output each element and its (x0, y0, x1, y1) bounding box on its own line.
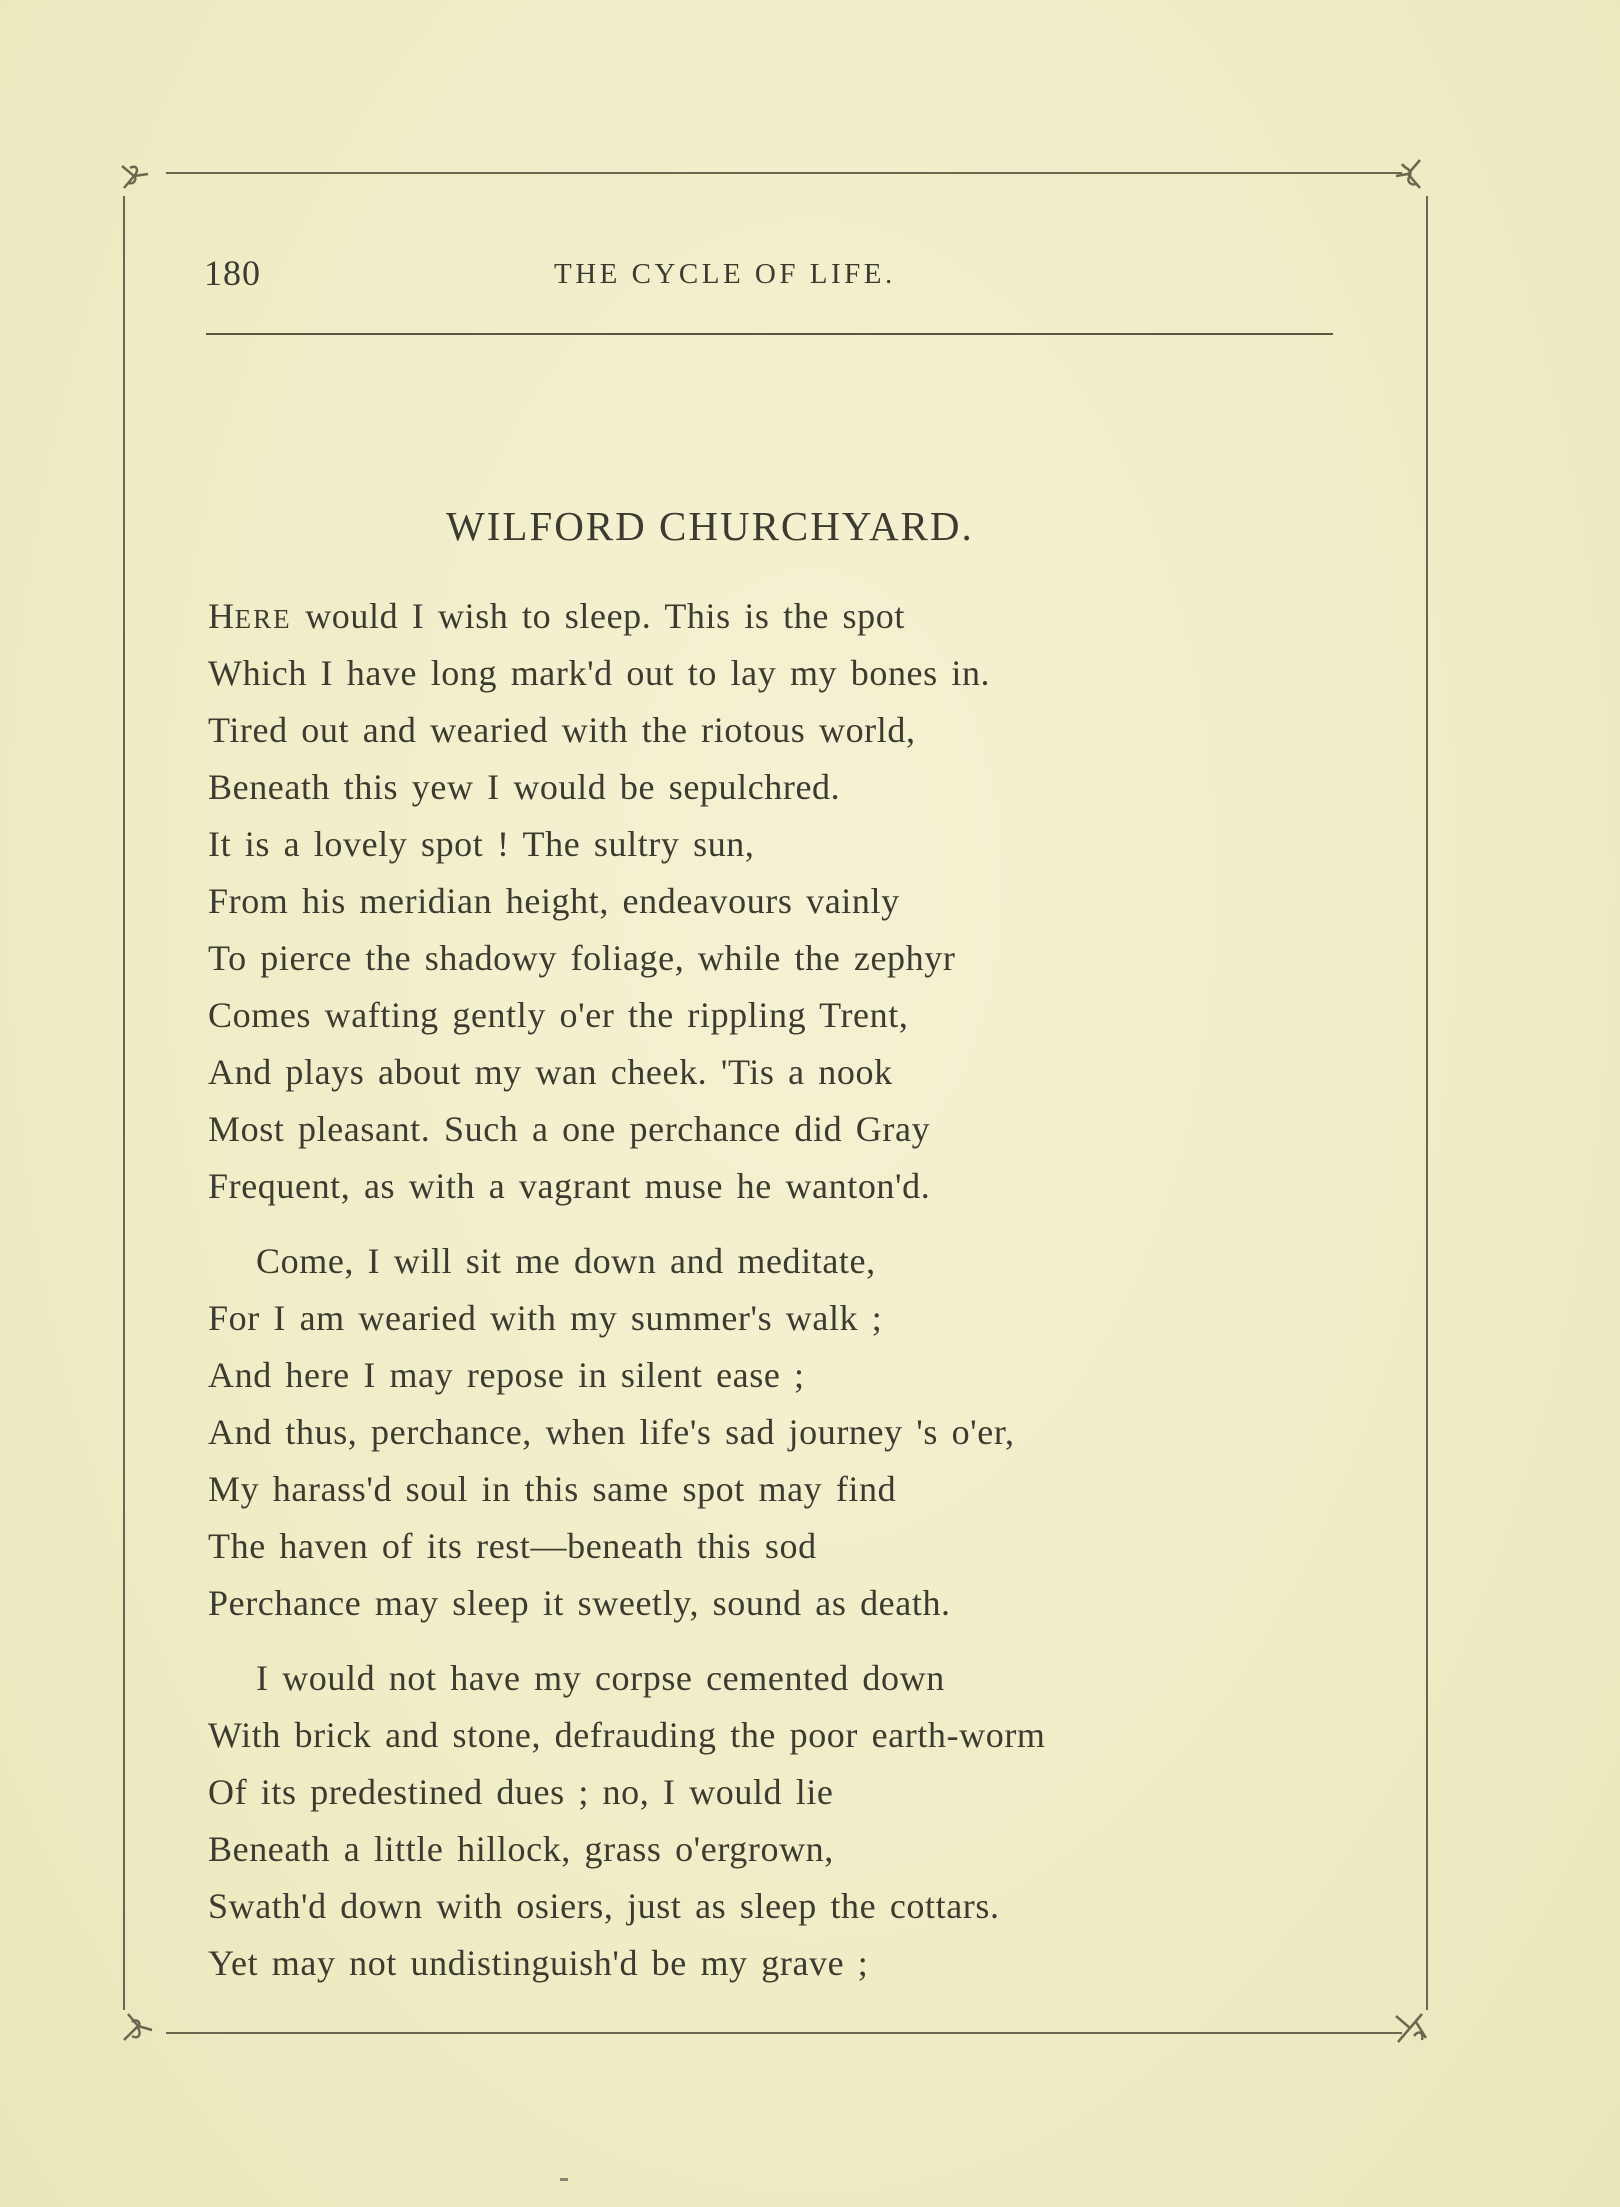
poem-line: It is a lovely spot ! The sultry sun, (208, 824, 755, 864)
drop-word-initial: H (208, 596, 235, 636)
poem-line: My harass'd soul in this same spot may find (208, 1469, 897, 1509)
frame-left-rule (123, 196, 125, 2010)
poem-title: WILFORD CHURCHYARD. (446, 503, 974, 549)
poem-line: Beneath a little hillock, grass o'ergrown, (208, 1829, 834, 1869)
corner-ornament-icon (118, 158, 164, 196)
poem-line-text: would I wish to sleep. This is the spot (291, 596, 905, 636)
poem-line: Swath'd down with osiers, just as sleep the cottars. (208, 1886, 1000, 1926)
header-rule (206, 333, 1333, 335)
poem-line: And here I may repose in silent ease ; (208, 1355, 805, 1395)
stanza-break (208, 1632, 1388, 1650)
frame-right-rule (1426, 196, 1428, 2010)
poem-line: And plays about my wan cheek. 'Tis a nook (208, 1052, 893, 1092)
page-number: 180 (204, 253, 261, 293)
poem-line: I would not have my corpse cemented down (256, 1658, 945, 1698)
poem-line: With brick and stone, defrauding the poor earth-worm (208, 1715, 1046, 1755)
poem-line: And thus, perchance, when life's sad journey 's o'er, (208, 1412, 1015, 1452)
corner-ornament-icon (1380, 154, 1426, 192)
poem-line: Of its predestined dues ; no, I would lie (208, 1772, 834, 1812)
poem-line: Tired out and wearied with the riotous world, (208, 710, 916, 750)
poem-line: From his meridian height, endeavours vainly (208, 881, 900, 921)
running-head: THE CYCLE OF LIFE. (554, 258, 896, 290)
corner-ornament-icon (120, 2008, 166, 2046)
poem-line: Comes wafting gently o'er the rippling Trent, (208, 995, 909, 1035)
stanza-break (208, 1215, 1388, 1233)
poem-line: Yet may not undistinguish'd be my grave ; (208, 1943, 869, 1983)
poem-line: To pierce the shadowy foliage, while the zephyr (208, 938, 956, 978)
poem-line (208, 588, 1388, 645)
poem-line: Which I have long mark'd out to lay my bones in. (208, 653, 991, 693)
poem-line: Beneath this yew I would be sepulchred. (208, 767, 841, 807)
frame-bottom-rule (166, 2032, 1402, 2034)
drop-word-rest: ERE (234, 604, 292, 634)
frame-top-rule (166, 172, 1402, 174)
corner-ornament-icon (1386, 2008, 1432, 2046)
poem-line: Frequent, as with a vagrant muse he wanton'd. (208, 1166, 931, 1206)
paper-blemish (560, 2178, 568, 2181)
poem-body (208, 588, 1388, 1992)
poem-line: Come, I will sit me down and meditate, (256, 1241, 876, 1281)
poem-line: Perchance may sleep it sweetly, sound as death. (208, 1583, 951, 1623)
poem-line: The haven of its rest—beneath this sod (208, 1526, 817, 1566)
poem-line: For I am wearied with my summer's walk ; (208, 1298, 883, 1338)
poem-line: Most pleasant. Such a one perchance did Gray (208, 1109, 931, 1149)
